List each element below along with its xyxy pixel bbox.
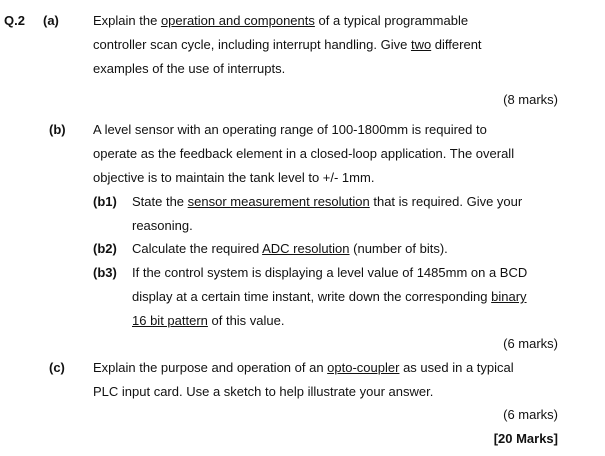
question-number: Q.2	[4, 13, 25, 28]
underlined-term: sensor measurement resolution	[187, 194, 370, 209]
underlined-term: operation and components	[160, 13, 315, 28]
underlined-term: ADC resolution	[262, 241, 350, 256]
text-run: (number of bits).	[349, 241, 448, 256]
text-run: Explain the	[93, 13, 161, 28]
part-b2-line-1	[132, 241, 448, 257]
text-run: display at a certain time instant, write down the corresponding	[132, 289, 492, 304]
part-a-label: (a)	[43, 13, 59, 28]
part-c-line-1	[93, 360, 514, 376]
underlined-term: binary	[491, 289, 527, 304]
part-b2-label: (b2)	[93, 241, 117, 256]
part-b-line-3: objective is to maintain the tank level to +/- 1mm.	[93, 170, 375, 185]
text-run: different	[431, 37, 482, 52]
part-b3-line-3	[132, 313, 285, 329]
part-b-label: (b)	[49, 122, 66, 137]
underlined-term: opto-coupler	[327, 360, 400, 375]
part-b3-label: (b3)	[93, 265, 117, 280]
part-a-marks: (8 marks)	[503, 92, 558, 107]
underlined-term: 16 bit pattern	[132, 313, 208, 328]
text-run: controller scan cycle, including interrupt handling. Give	[93, 37, 411, 52]
part-b-line-1: A level sensor with an operating range of 100-1800mm is required to	[93, 122, 487, 137]
text-run: of this value.	[207, 313, 285, 328]
text-run: Calculate the required	[132, 241, 263, 256]
part-a-line-2	[93, 37, 482, 53]
text-run: State the	[132, 194, 188, 209]
text-run: Explain the purpose and operation of an	[93, 360, 328, 375]
part-b-line-2: operate as the feedback element in a closed-loop application. The overall	[93, 146, 515, 161]
part-a-line-3: examples of the use of interrupts.	[93, 61, 286, 76]
part-c-line-2: PLC input card. Use a sketch to help illustrate your answer.	[93, 384, 434, 399]
underlined-term: two	[410, 37, 432, 52]
text-run: of a typical programmable	[314, 13, 469, 28]
part-c-marks: (6 marks)	[503, 407, 558, 422]
text-run: as used in a typical	[399, 360, 514, 375]
text-run: that is required. Give your	[369, 194, 523, 209]
total-marks: [20 Marks]	[493, 431, 558, 446]
part-c-label: (c)	[49, 360, 65, 375]
part-b1-line-2: reasoning.	[132, 218, 193, 233]
part-b3-line-1: If the control system is displaying a level value of 1485mm on a BCD	[132, 265, 528, 280]
part-a-line-1	[93, 13, 468, 29]
part-b3-line-2	[132, 289, 527, 305]
part-b-marks: (6 marks)	[503, 336, 558, 351]
part-b1-label: (b1)	[93, 194, 117, 209]
part-b1-line-1	[132, 194, 522, 210]
